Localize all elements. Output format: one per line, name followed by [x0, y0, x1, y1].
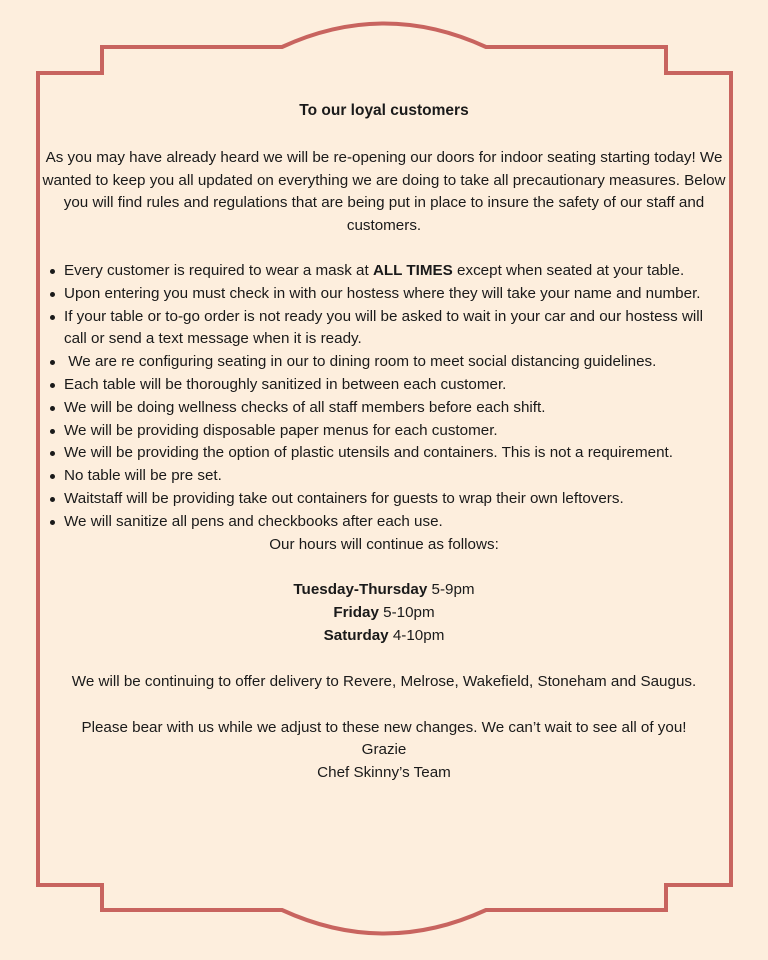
- rule-item: We will sanitize all pens and checkbooks after each use.: [64, 511, 726, 534]
- hours-list: [42, 579, 726, 647]
- rule-item: Waitstaff will be providing take out containers for guests to wrap their own leftovers.: [64, 488, 726, 511]
- hours-row: Friday 5-10pm: [333, 604, 435, 622]
- rule-item: Upon entering you must check in with our hostess where they will take your name and number.: [64, 283, 726, 306]
- rule-item: We are re configuring seating in our to dining room to meet social distancing guidelines.: [64, 351, 726, 374]
- notice-title: To our loyal customers: [299, 102, 469, 119]
- signature: Chef Skinny’s Team: [317, 764, 451, 782]
- delivery-note: We will be continuing to offer delivery to Revere, Melrose, Wakefield, Stoneham and Saugus.: [71, 672, 697, 690]
- hours-row: Tuesday-Thursday 5-9pm: [293, 581, 475, 599]
- rule-item: If your table or to-go order is not ready you will be asked to wait in your car and our hostess will call or send a text message when it is ready.: [64, 306, 726, 352]
- rules-list: [42, 260, 726, 534]
- rule-item: Each table will be thoroughly sanitized in between each customer.: [64, 374, 726, 397]
- rule-item: We will be providing disposable paper menus for each customer.: [64, 420, 726, 443]
- rule-item: No table will be pre set.: [64, 465, 726, 488]
- closing-message: Please bear with us while we adjust to these new changes. We can’t wait to see all of you!: [81, 718, 687, 736]
- closing-block: [42, 717, 726, 785]
- rule-item: Every customer is required to wear a mask at ALL TIMES except when seated at your table.: [64, 260, 726, 283]
- notice-body: [42, 100, 726, 785]
- intro-paragraph: As you may have already heard we will be re-opening our doors for indoor seating starting today! We wanted to keep you all updated on everything we are doing to take all precautionary measures. Below you will find rules and regulations that are being put in place to insure the safety of our staff and customers.: [42, 148, 726, 235]
- rule-item: We will be providing the option of plastic utensils and containers. This is not a requirement.: [64, 442, 726, 465]
- hours-intro: Our hours will continue as follows:: [269, 535, 499, 553]
- hours-row: Saturday 4-10pm: [323, 626, 445, 644]
- signoff: Grazie: [361, 741, 407, 759]
- rule-item: We will be doing wellness checks of all staff members before each shift.: [64, 397, 726, 420]
